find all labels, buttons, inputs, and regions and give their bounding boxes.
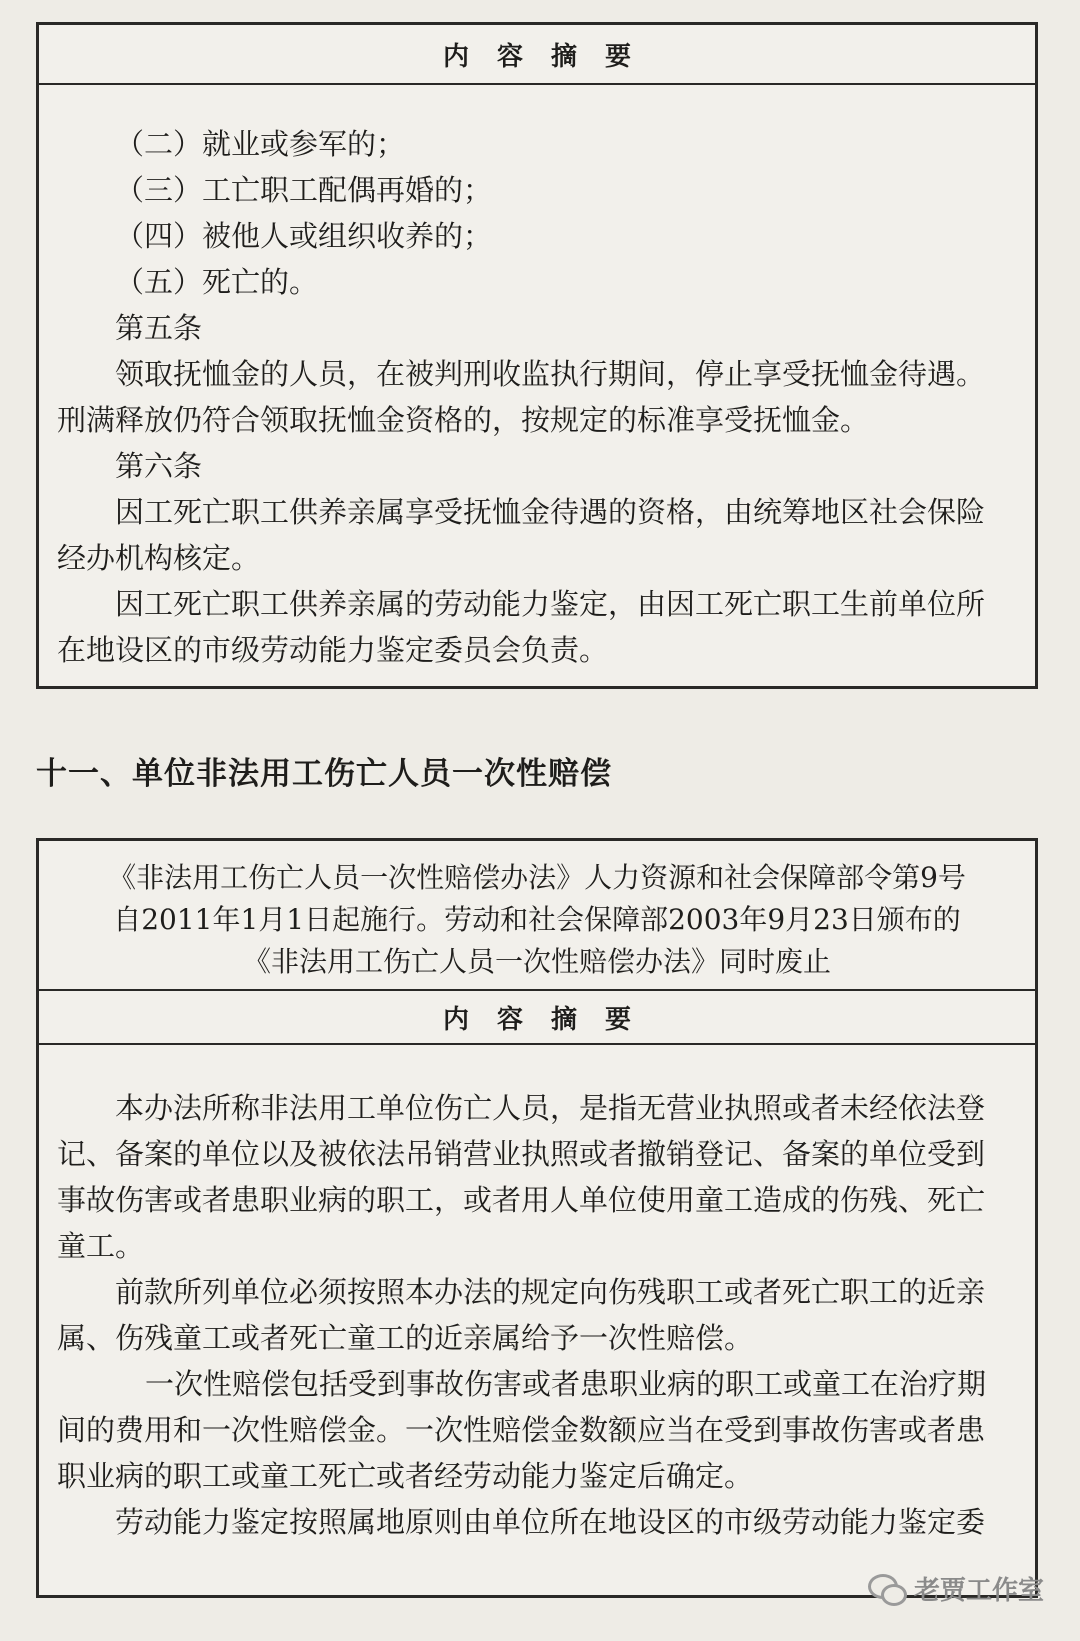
summary-body-2 — [39, 1045, 1035, 1545]
summary-header-1: 内容摘要 — [39, 25, 1035, 85]
section-title: 十一、单位非法用工伤亡人员一次性赔偿 — [36, 756, 612, 792]
text-line: 间的费用和一次性赔偿金。一次性赔偿金数额应当在受到事故伤害或者患 — [57, 1413, 986, 1447]
text-line: 劳动能力鉴定按照属地原则由单位所在地设区的市级劳动能力鉴定委 — [115, 1505, 986, 1539]
text-line: 童工。 — [57, 1229, 145, 1263]
text-line: 因工死亡职工供养亲属的劳动能力鉴定，由因工死亡职工生前单位所 — [115, 587, 986, 621]
decree-line: 《非法用工伤亡人员一次性赔偿办法》同时废止 — [242, 945, 831, 978]
summary-box-1 — [36, 22, 1038, 689]
summary-body-1 — [39, 85, 1035, 673]
text-line: 刑满释放仍符合领取抚恤金资格的，按规定的标准享受抚恤金。 — [57, 403, 870, 437]
text-line: 领取抚恤金的人员，在被判刑收监执行期间，停止享受抚恤金待遇。 — [115, 357, 986, 391]
text-line: 本办法所称非法用工单位伤亡人员，是指无营业执照或者未经依法登 — [115, 1091, 986, 1125]
text-line: 职业病的职工或童工死亡或者经劳动能力鉴定后确定。 — [57, 1459, 754, 1493]
wechat-icon — [868, 1574, 904, 1604]
decree-block — [39, 841, 1035, 989]
watermark-text: 老贾工作室 — [913, 1576, 1044, 1606]
text-line: （四）被他人或组织收养的； — [115, 219, 493, 253]
text-line: 记、备案的单位以及被依法吊销营业执照或者撤销登记、备案的单位受到 — [57, 1137, 986, 1171]
text-line: 属、伤残童工或者死亡童工的近亲属给予一次性赔偿。 — [57, 1321, 754, 1355]
text-line: 前款所列单位必须按照本办法的规定向伤残职工或者死亡职工的近亲 — [115, 1275, 986, 1309]
text-line: （二）就业或参军的； — [115, 127, 406, 161]
article-heading: 第五条 — [115, 311, 203, 345]
text-line: 一次性赔偿包括受到事故伤害或者患职业病的职工或童工在治疗期 — [145, 1367, 987, 1401]
text-line: （五）死亡的。 — [115, 265, 319, 299]
decree-line: 《非法用工伤亡人员一次性赔偿办法》人力资源和社会保障部令第9号 — [108, 861, 966, 894]
text-line: 因工死亡职工供养亲属享受抚恤金待遇的资格，由统筹地区社会保险 — [115, 495, 986, 529]
text-line: 经办机构核定。 — [57, 541, 261, 575]
text-line: 事故伤害或者患职业病的职工，或者用人单位使用童工造成的伤残、死亡 — [57, 1183, 986, 1217]
summary-header-2: 内容摘要 — [39, 989, 1035, 1045]
text-line: 在地设区的市级劳动能力鉴定委员会负责。 — [57, 633, 609, 667]
text-line: （三）工亡职工配偶再婚的； — [115, 173, 493, 207]
watermark — [868, 1570, 1044, 1607]
decree-line: 自2011年1月1日起施行。劳动和社会保障部2003年9月23日颁布的 — [113, 903, 961, 936]
article-heading: 第六条 — [115, 449, 203, 483]
summary-box-2 — [36, 838, 1038, 1598]
